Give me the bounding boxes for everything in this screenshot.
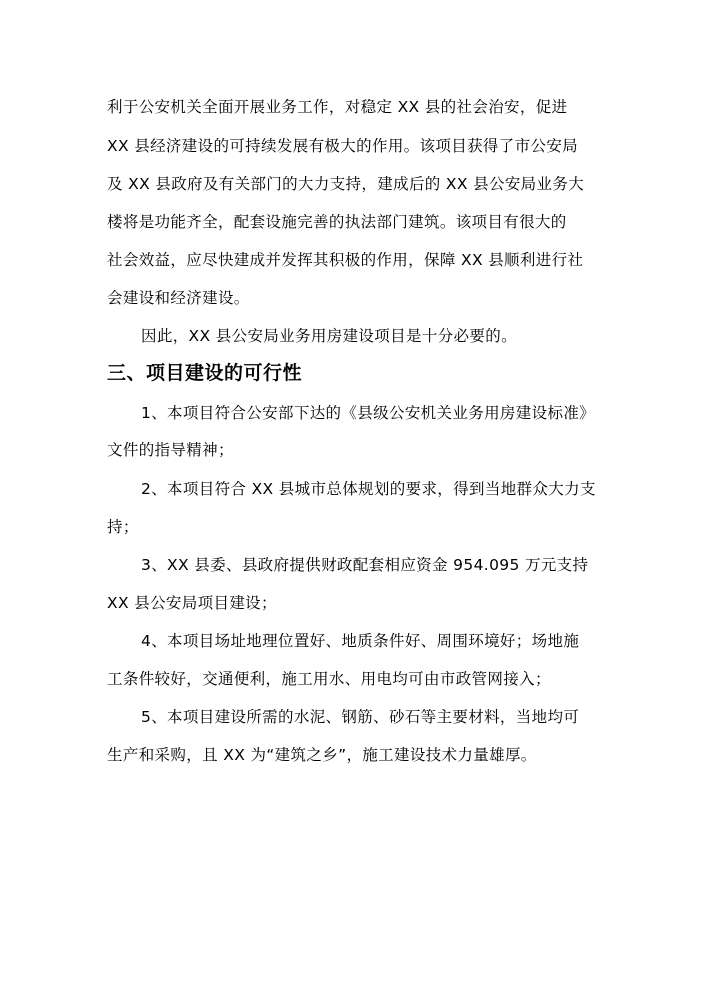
item-5-line-2: 生产和采购，且 XX 为“建筑之乡”，施工建设技术力量雄厚。	[107, 746, 537, 764]
item-2-line-2: 持；	[107, 518, 139, 536]
intro-line-5: 社会效益，应尽快建成并发挥其积极的作用，保障 XX 县顺利进行社	[107, 251, 584, 269]
intro-line-2: XX 县经济建设的可持续发展有极大的作用。该项目获得了市公安局	[107, 137, 579, 155]
intro-line-4: 楼将是功能齐全，配套设施完善的执法部门建筑。该项目有很大的	[107, 213, 567, 231]
conclusion-paragraph: 因此，XX 县公安局业务用房建设项目是十分必要的。	[141, 327, 517, 345]
item-5-line-1: 5、本项目建设所需的水泥、钢筋、砂石等主要材料，当地均可	[141, 708, 580, 726]
item-2-line-1: 2、本项目符合 XX 县城市总体规划的要求，得到当地群众大力支	[141, 480, 596, 498]
item-4-line-1: 4、本项目场址地理位置好、地质条件好、周围环境好；场地施	[141, 632, 580, 650]
item-4-line-2: 工条件较好，交通便利，施工用水、用电均可由市政管网接入；	[107, 670, 551, 688]
item-1-line-2: 文件的指导精神；	[107, 441, 234, 459]
item-3-line-1: 3、XX 县委、县政府提供财政配套相应资金 954.095 万元支持	[141, 556, 589, 574]
intro-line-3: 及 XX 县政府及有关部门的大力支持，建成后的 XX 县公安局业务大	[107, 175, 585, 193]
section-heading: 三、项目建设的可行性	[107, 362, 303, 384]
intro-line-6: 会建设和经济建设。	[107, 289, 250, 307]
intro-line-1: 利于公安机关全面开展业务工作，对稳定 XX 县的社会治安，促进	[107, 98, 568, 116]
item-1-line-1: 1、本项目符合公安部下达的《县级公安机关业务用房建设标准》	[141, 404, 596, 422]
item-3-line-2: XX 县公安局项目建设；	[107, 594, 277, 612]
